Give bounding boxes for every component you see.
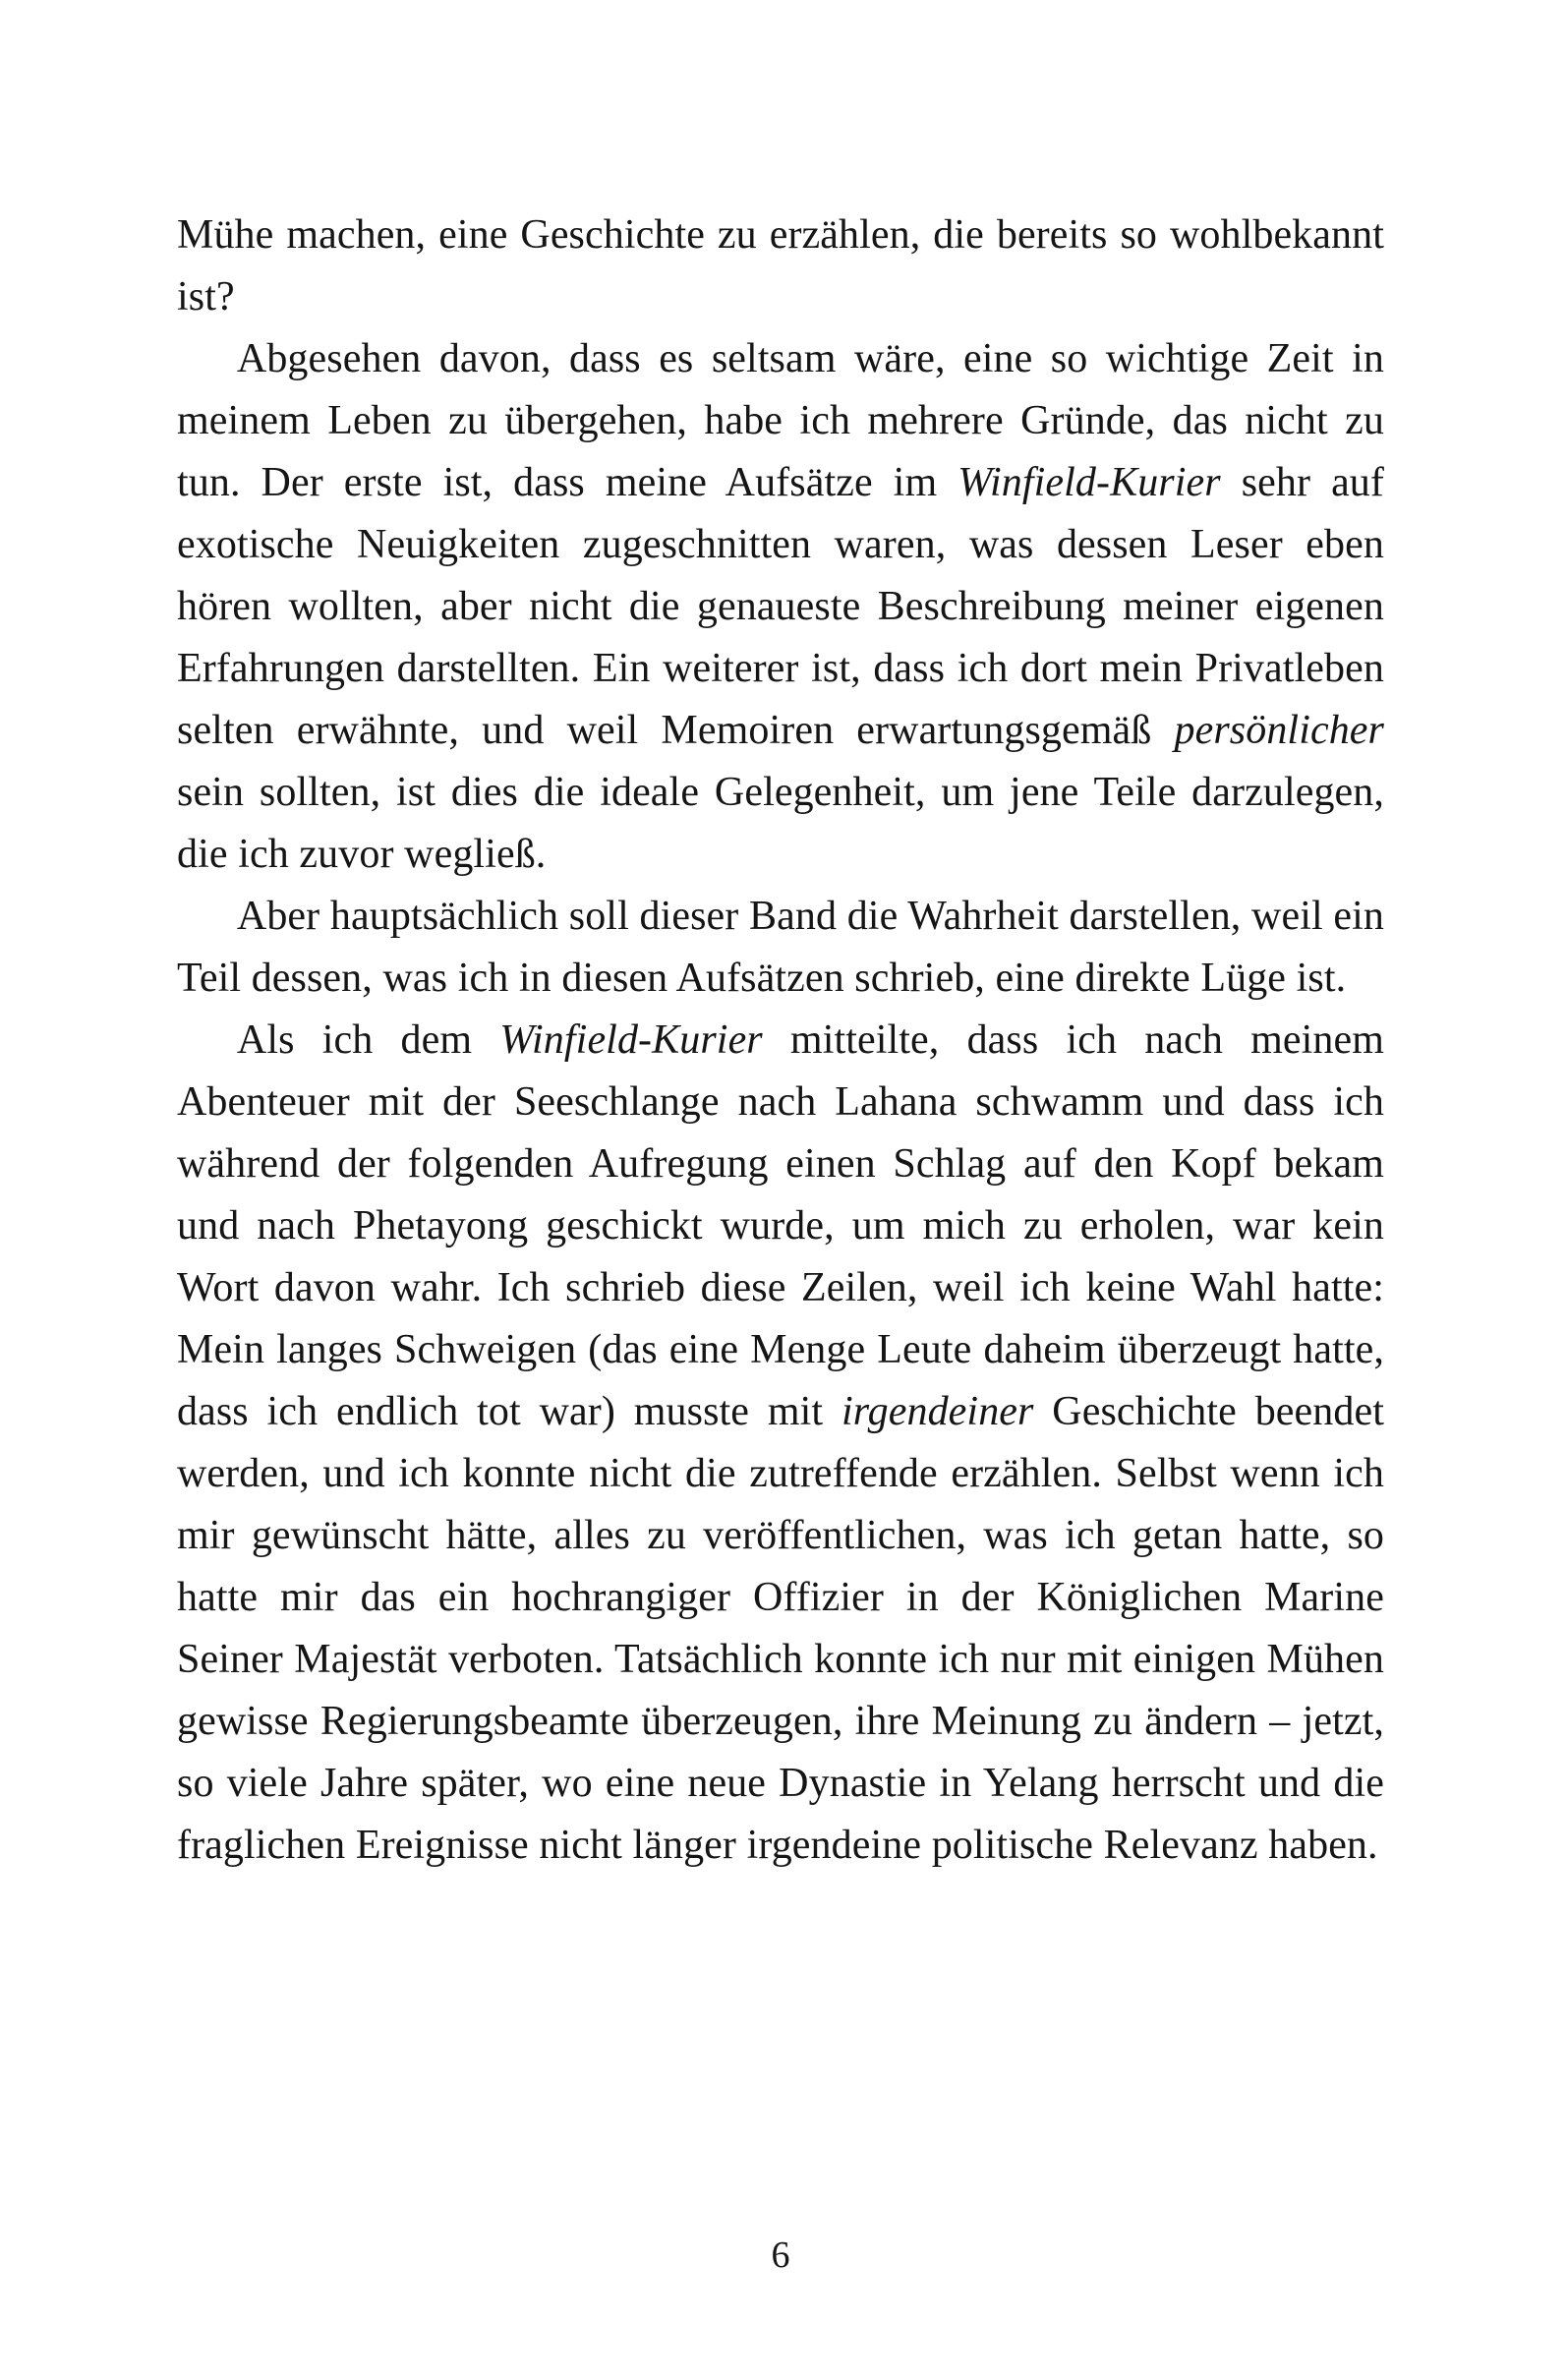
text-run: Als ich dem xyxy=(236,1017,500,1063)
paragraph xyxy=(177,886,1384,1010)
text-run: Mühe machen, eine Geschichte zu erzählen, die bereits so wohlbekannt ist? xyxy=(177,212,1384,319)
text-run: sehr auf exotische Neuigkeiten zugeschnitten waren, was dessen Leser eben hören wollten, aber nicht die genaueste Beschreibung meiner eigenen Erfahrungen darstellten. Ein weiterer ist, dass ich dort mein Privatleben selten erwähnte, und weil Memoiren erwartungsgemäß xyxy=(177,460,1384,753)
text-run: Abgesehen davon, dass es seltsam wäre, eine so wichtige Zeit in meinem Leben zu übergehen, habe ich mehrere Gründe, das nicht zu tun. Der erste ist, dass meine Aufsätze im xyxy=(177,336,1384,505)
paragraph xyxy=(177,204,1384,328)
italic-text-run: persönlicher xyxy=(1174,708,1384,753)
text-run: sein sollten, ist dies die ideale Gelegenheit, um jene Teile darzulegen, die ich zuvor wegließ. xyxy=(177,770,1384,877)
page-text xyxy=(177,204,1384,1877)
page-number: 6 xyxy=(771,2235,790,2276)
text-run: Geschichte beendet werden, und ich konnte nicht die zutreffende erzählen. Selbst wenn ich mir gewünscht hätte, alles zu veröffentlichen, was ich getan hatte, so hatte mir das ein hochrangiger Offizier in der Königlichen Marine Seiner Majestät verboten. Tatsächlich konnte ich nur mit einigen Mühen gewisse Regierungsbeamte überzeugen, ihre Meinung zu ändern – jetzt, so viele Jahre später, wo eine neue Dynastie in Yelang herrscht und die fraglichen Ereignisse nicht länger irgendeine politische Relevanz haben. xyxy=(177,1389,1385,1868)
paragraph xyxy=(177,328,1384,886)
italic-text-run: Winfield-Kurier xyxy=(499,1017,763,1063)
italic-text-run: irgendeiner xyxy=(841,1389,1034,1434)
italic-text-run: Winfield-Kurier xyxy=(958,460,1221,505)
text-run: Aber hauptsächlich soll dieser Band die Wahrheit darstellen, weil ein Teil dessen, was ich in diesen Aufsätzen schrieb, eine direkte Lüge ist. xyxy=(177,894,1384,1001)
text-run: mitteilte, dass ich nach meinem Abenteuer mit der Seeschlange nach Lahana schwamm und dass ich während der folgenden Aufregung einen Schlag auf den Kopf bekam und nach Phetayong geschickt wurde, um mich zu erholen, war kein Wort davon wahr. Ich schrieb diese Zeilen, weil ich keine Wahl hatte: Mein langes Schweigen (das eine Menge Leute daheim überzeugt hatte, dass ich endlich tot war) musste mit xyxy=(177,1017,1384,1434)
paragraph xyxy=(177,1010,1384,1877)
